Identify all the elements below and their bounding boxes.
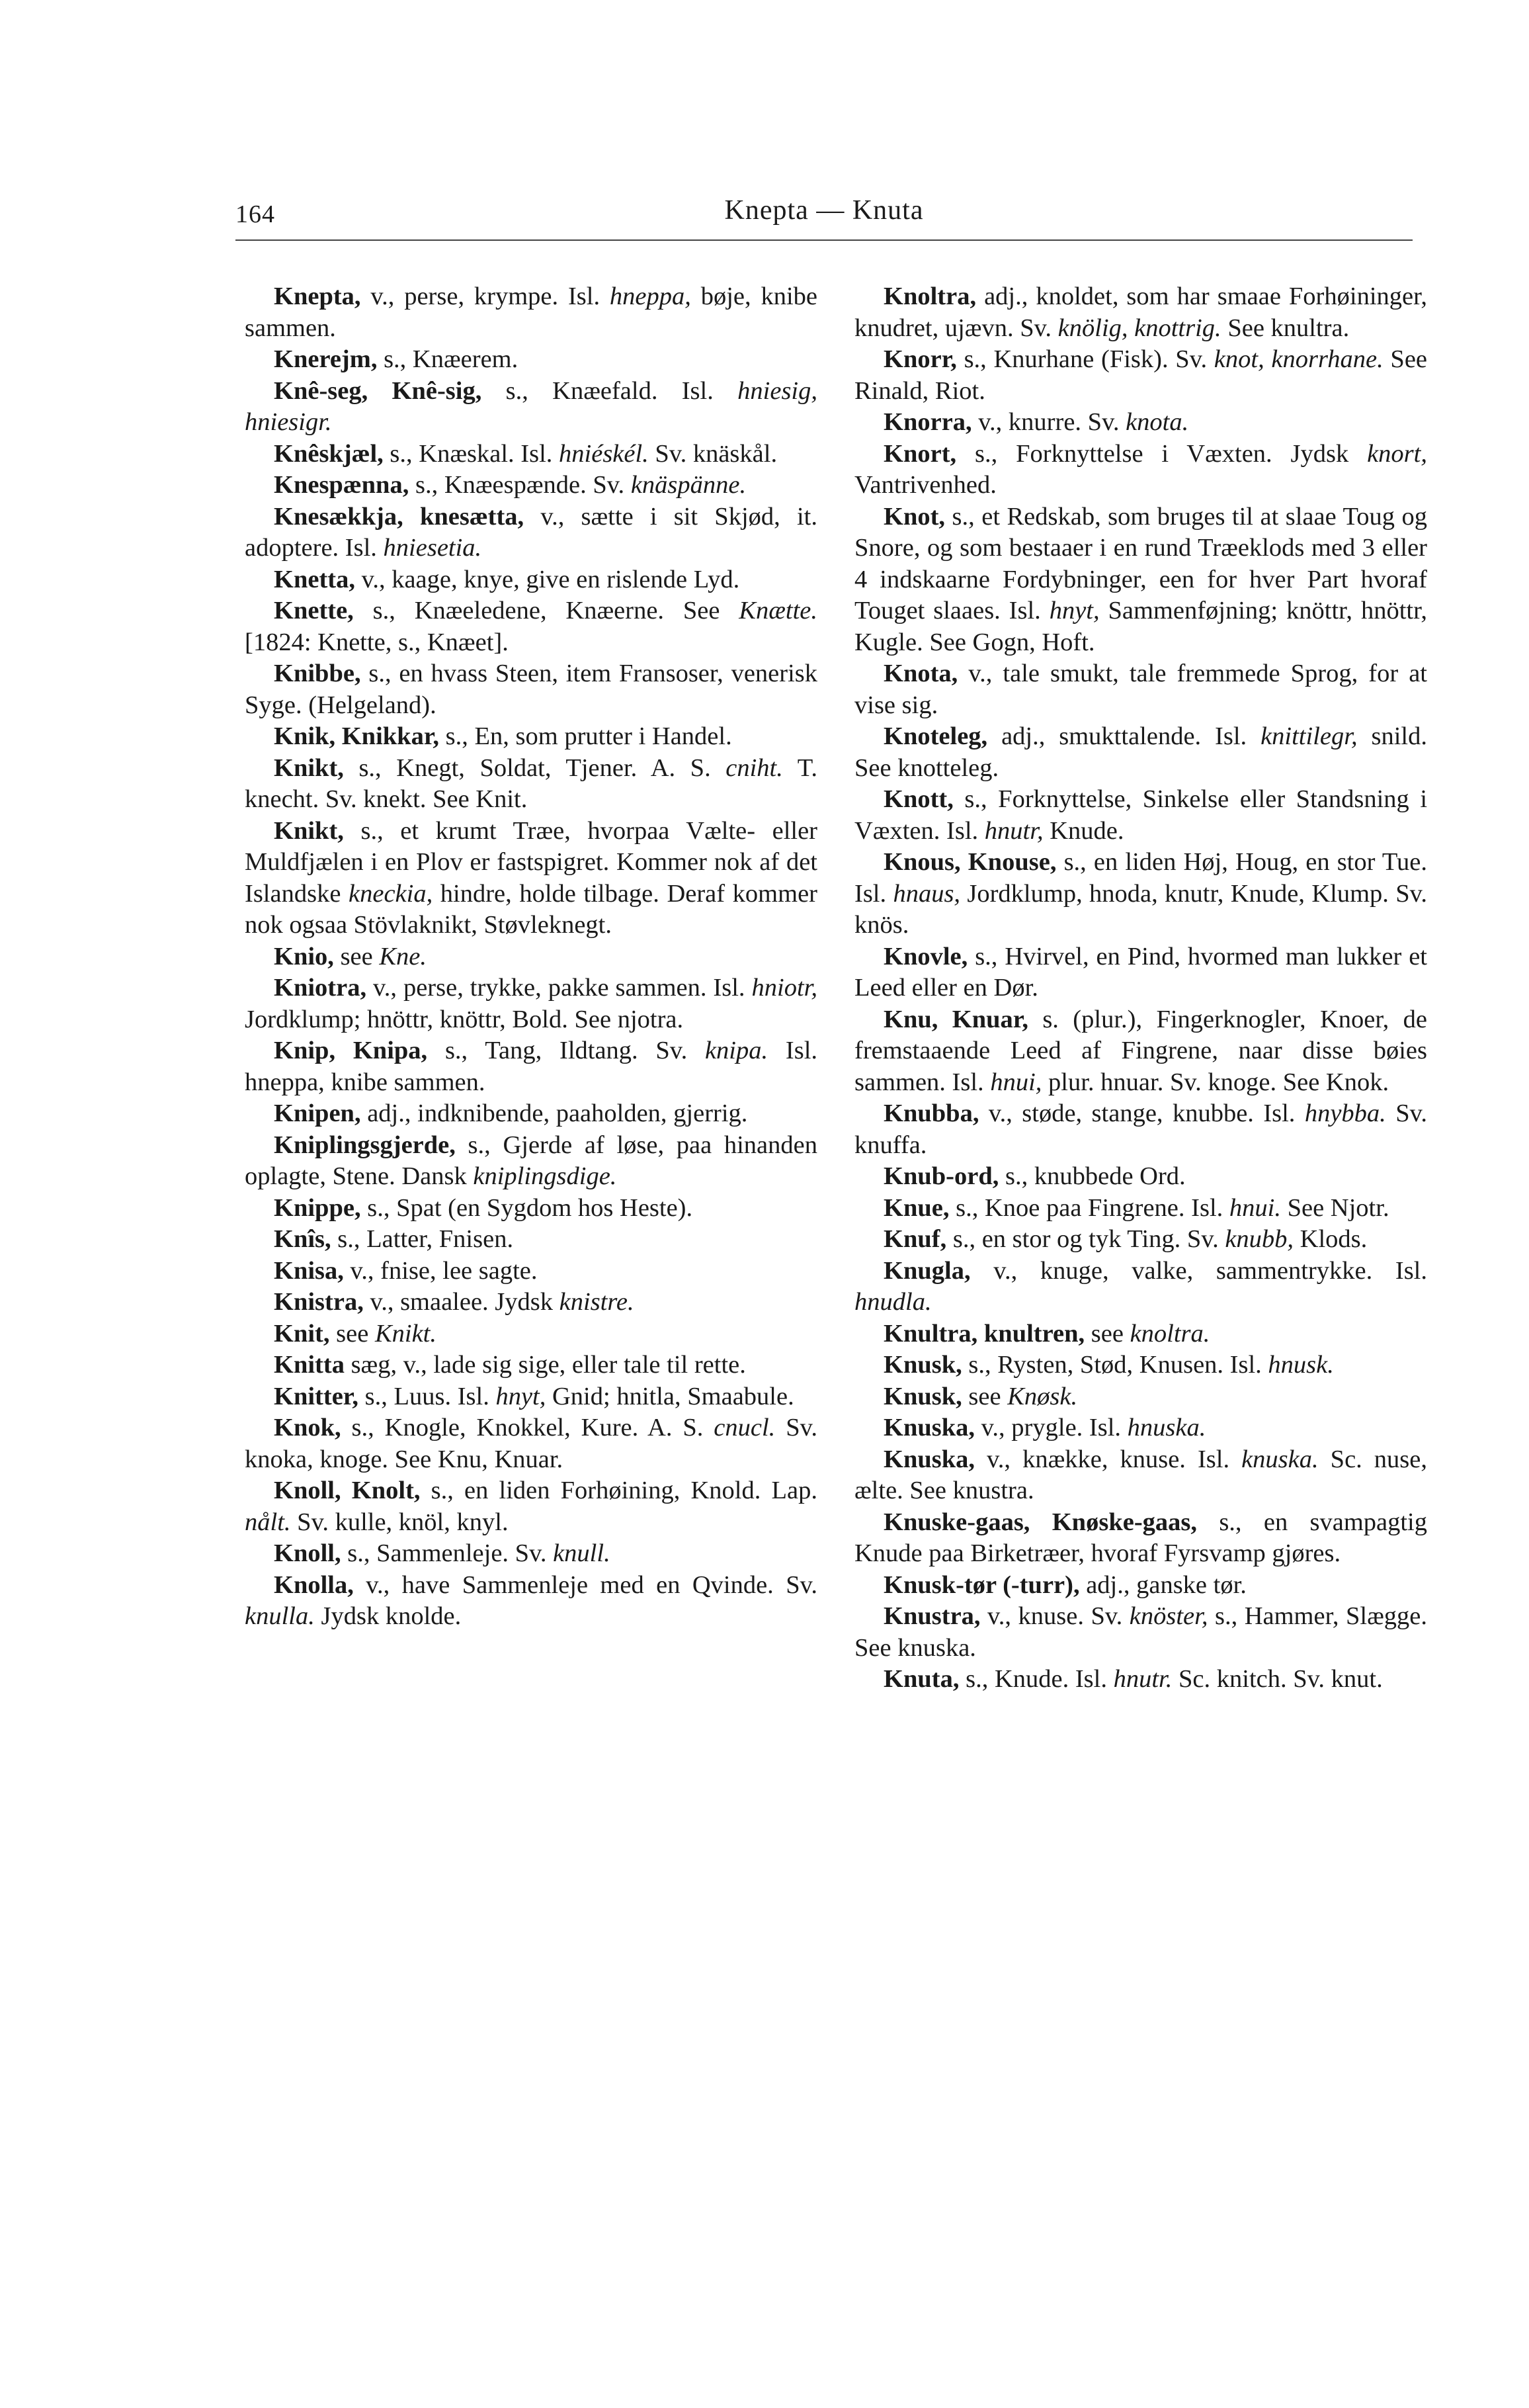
dictionary-entry — [245, 1412, 817, 1475]
definition-text: sæg, v., lade sig sige, eller tale til rette. — [351, 1351, 746, 1379]
headword: Knippe, — [274, 1193, 368, 1222]
definition-text: s., en liden Forhøining, Knold. Lap. — [431, 1477, 817, 1504]
italic-term: Knøsk. — [1007, 1382, 1078, 1410]
headword: Knous, Knouse, — [884, 848, 1064, 876]
definition-text: s., knubbede Ord. — [1005, 1162, 1186, 1190]
definition-tail: Sc. nuse, ælte. See knustra. — [854, 1445, 1427, 1504]
italic-term: knulla. — [245, 1602, 315, 1630]
definition-text: v., kaage, knye, give en rislende Lyd. — [361, 565, 740, 593]
dictionary-entry — [854, 847, 1427, 941]
definition-tail: snild. See knotteleg. — [854, 722, 1427, 782]
definition-text: v., tale smukt, tale fremmede Sprog, for at vise sig. — [854, 660, 1427, 719]
right-column — [854, 281, 1427, 1696]
italic-term: Knikt. — [374, 1319, 436, 1348]
italic-term: knäspänne. — [630, 471, 747, 499]
definition-text: s., Hvirvel, en Pind, hvormed man lukker et Leed eller en Dør. — [854, 942, 1427, 1002]
dictionary-entry — [245, 470, 817, 501]
dictionary-entry — [854, 1412, 1427, 1444]
definition-text: s., Knæefald. Isl. — [505, 376, 738, 405]
dictionary-entry — [245, 501, 817, 564]
dictionary-entry — [245, 1287, 817, 1318]
definition-text: s., Knæespænde. Sv. — [415, 471, 631, 499]
definition-text: s., Sammenleje. Sv. — [347, 1539, 554, 1567]
italic-term: hniesig, hniesigr. — [245, 376, 817, 436]
definition-text: s., en liden Høj, Houg, en stor Tue. Isl. — [854, 848, 1427, 908]
italic-term: hniotr, — [751, 974, 817, 1002]
headword: Knott, — [884, 785, 965, 813]
headword: Knue, — [884, 1193, 956, 1222]
definition-tail: Sc. knitch. Sv. knut. — [1172, 1665, 1383, 1693]
headword: Knip, Knipa, — [274, 1037, 445, 1064]
definition-text: s., Rysten, Stød, Knusen. Isl. — [968, 1351, 1268, 1379]
definition-tail: T. knecht. Sv. knekt. See Knit. — [245, 753, 817, 813]
definition-tail: Jordklump, hnoda, knutr, Knude, Klump. Sv. knös. — [854, 879, 1428, 939]
italic-term: hnybba. — [1304, 1099, 1386, 1127]
italic-term: hnuska. — [1127, 1414, 1206, 1441]
italic-term: hniéskél. — [559, 439, 649, 468]
dictionary-entry — [245, 439, 817, 470]
definition-text: s., Knegt, Soldat, Tjener. A. S. — [358, 753, 726, 782]
definition-text: adj., knoldet, som har smaae Forhøininger, knudret, ujævn. Sv. — [854, 282, 1428, 342]
italic-term: kneckia, — [349, 879, 433, 908]
definition-text: adj., smukttalende. Isl. — [1001, 722, 1261, 750]
headword: Knorra, — [884, 408, 979, 436]
italic-term: hneppa, — [609, 282, 691, 310]
definition-tail: Klods. — [1294, 1225, 1368, 1253]
headword: Knultra, knultren, — [884, 1319, 1091, 1348]
headword: Knusk, — [884, 1351, 969, 1379]
definition-tail: Sammenføjning; knöttr, hnöttr, Kugle. See Gogn, Hoft. — [854, 597, 1427, 656]
definition-text: s., Knoe paa Fingrene. Isl. — [956, 1193, 1229, 1222]
dictionary-entry — [245, 753, 817, 816]
dictionary-entry — [854, 1381, 1427, 1413]
definition-text: v., have Sammenleje med en Qvinde. Sv. — [366, 1570, 817, 1599]
dictionary-entry — [245, 816, 817, 941]
definition-tail: bøje, knibe sammen. — [245, 282, 817, 342]
headword: Knubba, — [884, 1099, 989, 1127]
headword: Knuf, — [884, 1225, 953, 1253]
definition-text: s., en stor og tyk Ting. Sv. — [952, 1225, 1225, 1253]
definition-text: s., en hvass Steen, item Fransoser, venerisk Syge. (Helgeland). — [245, 660, 818, 719]
definition-text: s., Knæskal. Isl. — [390, 439, 559, 468]
definition-text: adj., indknibende, paaholden, gjerrig. — [367, 1099, 748, 1127]
definition-tail: hindre, holde tilbage. Deraf kommer nok ogsaa Stövlaknikt, Støvleknegt. — [245, 879, 817, 939]
definition-tail: Jydsk knolde. — [314, 1602, 462, 1630]
definition-tail: Jordklump; hnöttr, knöttr, Bold. See njotra. — [245, 1005, 684, 1033]
dictionary-entry — [854, 1004, 1427, 1099]
italic-term: knittilegr, — [1260, 722, 1358, 750]
dictionary-entry — [245, 1256, 817, 1287]
headword: Kniplingsgjerde, — [274, 1131, 468, 1159]
dictionary-entry — [245, 1035, 817, 1098]
dictionary-entry — [245, 1098, 817, 1130]
definition-text: see — [340, 942, 380, 970]
dictionary-entry — [854, 501, 1427, 659]
headword: Knok, — [274, 1414, 352, 1441]
definition-text: s., Latter, Fnisen. — [337, 1225, 514, 1253]
definition-text: v., knuse. Sv. — [987, 1602, 1130, 1630]
headword: Knistra, — [274, 1288, 370, 1316]
headword: Knibbe, — [274, 660, 369, 687]
headword: Knuska, — [884, 1414, 981, 1441]
definition-tail: Sv. knoka, knoge. See Knu, Knuar. — [245, 1414, 817, 1473]
italic-term: knipa. — [704, 1037, 768, 1064]
italic-term: hnusk. — [1268, 1351, 1334, 1379]
italic-term: knull. — [553, 1539, 610, 1567]
dictionary-entry — [245, 1538, 817, 1570]
dictionary-entry — [854, 1350, 1427, 1381]
headword: Kniotra, — [274, 974, 374, 1002]
definition-text: s., Knogle, Knokkel, Kure. A. S. — [351, 1414, 714, 1441]
dictionary-entry — [245, 1475, 817, 1538]
definition-tail: Knude. — [1043, 816, 1124, 845]
definition-tail: Sv. kulle, knöl, knyl. — [290, 1508, 509, 1536]
dictionary-entry — [245, 281, 817, 344]
headword: Knipen, — [274, 1099, 368, 1127]
definition-text: s., Forknyttelse, Sinkelse eller Standsning i Væxten. Isl. — [854, 785, 1428, 845]
running-head: Knepta — Knuta — [724, 195, 924, 226]
page-header — [235, 193, 1413, 241]
headword: Knikt, — [274, 753, 359, 782]
definition-text: s., En, som prutter i Handel. — [445, 722, 732, 750]
definition-text: s., en svampagtig Knude paa Birketræer, hvoraf Fyrsvamp gjøres. — [854, 1508, 1427, 1567]
dictionary-entry — [854, 1444, 1427, 1507]
headword: Knoteleg, — [884, 722, 1002, 750]
definition-text: v., prygle. Isl. — [981, 1414, 1128, 1441]
headword: Knîs, — [274, 1225, 338, 1253]
italic-term: knistre. — [559, 1288, 634, 1316]
definition-text: v., sætte i sit Skjød, it. adoptere. Isl. — [245, 502, 817, 562]
headword: Knoltra, — [884, 282, 985, 310]
italic-term: knoltra. — [1130, 1319, 1210, 1348]
headword: Knette, — [274, 597, 373, 624]
headword: Knota, — [884, 660, 969, 687]
headword: Knik, Knikkar, — [274, 722, 446, 750]
definition-text: v., perse, trykke, pakke sammen. Isl. — [373, 974, 752, 1002]
italic-term: knot, knorrhane. — [1214, 345, 1384, 373]
definition-text: v., knuge, valke, sammentrykke. Isl. — [993, 1256, 1427, 1285]
dictionary-entry — [854, 784, 1427, 847]
definition-text: v., perse, krympe. Isl. — [370, 282, 610, 310]
italic-term: knuska. — [1241, 1445, 1319, 1473]
headword: Knoll, — [274, 1539, 348, 1567]
dictionary-entry — [245, 941, 817, 973]
definition-text: s., Spat (en Sygdom hos Heste). — [367, 1193, 693, 1222]
page-number: 164 — [235, 200, 275, 228]
dictionary-entry — [245, 1130, 817, 1193]
headword: Knort, — [884, 439, 975, 468]
headword: Knespænna, — [274, 471, 415, 499]
dictionary-entry — [854, 1318, 1427, 1350]
dictionary-entry — [854, 658, 1427, 721]
dictionary-entry — [245, 1381, 817, 1413]
headword: Knusk, — [884, 1382, 969, 1410]
definition-text: v., knække, knuse. Isl. — [987, 1445, 1242, 1473]
italic-term: hnudla. — [854, 1288, 932, 1316]
headword: Knepta, — [274, 282, 371, 310]
dictionary-entry — [245, 344, 817, 376]
headword: Knuta, — [884, 1665, 966, 1693]
definition-tail: Sv. knuffa. — [854, 1099, 1427, 1159]
italic-term: Knætte. — [739, 597, 817, 624]
headword: Knitta — [274, 1351, 351, 1379]
headword: Knuska, — [884, 1445, 987, 1473]
definition-text: s. (plur.), Fingerknogler, Knoer, de fremstaaende Leed af Fingrene, naar disse bøies sammen. Isl. — [854, 1005, 1427, 1096]
definition-text: s., Knude. Isl. — [966, 1665, 1114, 1693]
italic-term: hnui. — [1229, 1193, 1281, 1222]
italic-term: cniht. — [725, 753, 783, 782]
italic-term: Kne. — [379, 942, 427, 970]
italic-term: nålt. — [245, 1508, 291, 1536]
headword: Knub-ord, — [884, 1162, 1006, 1190]
italic-term: hnyt, — [1049, 597, 1100, 624]
dictionary-entry — [854, 281, 1427, 344]
dictionary-entry — [854, 1098, 1427, 1161]
italic-term: hnaus, — [893, 879, 961, 908]
dictionary-entry — [245, 1193, 817, 1225]
headword: Knêskjæl, — [274, 439, 390, 468]
definition-text: see — [1091, 1319, 1130, 1348]
headword: Knugla, — [884, 1256, 994, 1285]
definition-tail: Gnid; hnitla, Smaabule. — [546, 1382, 794, 1410]
dictionary-entry — [245, 1318, 817, 1350]
headword: Knikt, — [274, 816, 361, 845]
definition-text: see — [968, 1382, 1008, 1410]
definition-text: s., Forknyttelse i Væxten. Jydsk — [975, 439, 1368, 468]
definition-tail: plur. hnuar. Sv. knoge. See Knok. — [1042, 1068, 1389, 1096]
left-column — [245, 281, 817, 1633]
dictionary-entry — [245, 972, 817, 1035]
dictionary-entry — [245, 564, 817, 596]
dictionary-entry — [245, 1350, 817, 1381]
headword: Knerejm, — [274, 345, 384, 373]
headword: Knê-seg, Knê-sig, — [274, 376, 506, 405]
italic-term: knort, — [1367, 439, 1427, 468]
headword: Knit, — [274, 1319, 337, 1348]
definition-text: s., et krumt Træe, hvorpaa Vælte- eller Muldfjælen i en Plov er fastspigret. Kommer nok af det Islandske — [245, 816, 817, 908]
italic-term: knölig, knottrig. — [1057, 314, 1221, 342]
dictionary-entry — [245, 721, 817, 753]
dictionary-entry — [854, 1507, 1427, 1570]
dictionary-entry — [854, 1193, 1427, 1225]
headword: Knoll, Knolt, — [274, 1477, 431, 1504]
definition-text: v., fnise, lee sagte. — [350, 1256, 538, 1285]
definition-text: s., Tang, Ildtang. Sv. — [444, 1037, 705, 1064]
dictionary-entry — [245, 376, 817, 439]
dictionary-entry — [854, 1570, 1427, 1602]
dictionary-entry — [854, 1601, 1427, 1664]
italic-term: hnui, — [990, 1068, 1042, 1096]
italic-term: knubb, — [1225, 1225, 1294, 1253]
italic-term: hnutr. — [1113, 1665, 1173, 1693]
definition-text: s., Knurhane (Fisk). Sv. — [964, 345, 1214, 373]
definition-tail: s., Hammer, Slægge. See knuska. — [854, 1602, 1427, 1662]
definition-tail: See Rinald, Riot. — [854, 345, 1427, 405]
headword: Knot, — [884, 502, 952, 531]
italic-term: cnucl. — [714, 1414, 776, 1441]
dictionary-entry — [854, 1224, 1427, 1256]
definition-text: v., støde, stange, knubbe. Isl. — [988, 1099, 1305, 1127]
definition-text: s., Knæeledene, Knæerne. See — [372, 597, 739, 624]
definition-text: s., et Redskab, som bruges til at slaae Toug og Snore, og som bestaaer i en rund Træeklods med 3 eller 4 indskaarne Fordybninger, een for hver Part hvoraf Touget slaaes. Isl. — [854, 502, 1427, 624]
dictionary-entry — [245, 1224, 817, 1256]
definition-text: s., Gjerde af løse, paa hinanden oplagte, Stene. Dansk — [245, 1131, 817, 1190]
italic-term: hnutr, — [984, 816, 1044, 845]
headword: Knustra, — [884, 1602, 988, 1630]
italic-term: knöster, — [1129, 1602, 1208, 1630]
definition-text: s., Luus. Isl. — [364, 1382, 496, 1410]
headword: Knorr, — [884, 345, 964, 373]
dictionary-entry — [854, 1161, 1427, 1193]
dictionary-entry — [245, 595, 817, 658]
dictionary-entry — [854, 721, 1427, 784]
headword: Knu, Knuar, — [884, 1005, 1043, 1033]
definition-text: adj., ganske tør. — [1086, 1570, 1247, 1599]
headword: Knisa, — [274, 1256, 351, 1285]
headword: Knetta, — [274, 565, 362, 593]
headword: Knitter, — [274, 1382, 365, 1410]
dictionary-entry — [854, 941, 1427, 1004]
italic-term: hnyt, — [495, 1382, 546, 1410]
headword: Knovle, — [884, 942, 975, 970]
dictionary-entry — [245, 658, 817, 721]
dictionary-entry — [854, 439, 1427, 501]
italic-term: hniesetia. — [383, 534, 482, 562]
definition-tail: Sv. knäskål. — [648, 439, 778, 468]
dictionary-entry — [854, 407, 1427, 439]
headword: Knesækkja, knesætta, — [274, 502, 541, 531]
definition-tail: See Njotr. — [1280, 1193, 1389, 1222]
definition-text: s., Knæerem. — [384, 345, 518, 373]
dictionary-entry — [854, 1256, 1427, 1318]
definition-text: see — [336, 1319, 375, 1348]
dictionary-entry — [854, 1664, 1427, 1696]
headword: Knolla, — [274, 1570, 366, 1599]
headword: Knuske-gaas, Knøske-gaas, — [884, 1508, 1219, 1536]
definition-tail: [1824: Knette, s., Knæet]. — [245, 628, 509, 656]
dictionary-entry — [854, 344, 1427, 407]
definition-tail: Isl. hneppa, knibe sammen. — [245, 1037, 818, 1096]
italic-term: kniplingsdige. — [473, 1162, 617, 1190]
definition-tail: See knultra. — [1221, 314, 1350, 342]
dictionary-entry — [245, 1570, 817, 1633]
italic-term: knota. — [1126, 408, 1189, 436]
headword: Knusk-tør (-turr), — [884, 1570, 1087, 1599]
definition-text: v., knurre. Sv. — [978, 408, 1126, 436]
definition-text: v., smaalee. Jydsk — [370, 1288, 559, 1316]
headword: Knio, — [274, 942, 341, 970]
definition-tail: Vantrivenhed. — [854, 471, 997, 499]
